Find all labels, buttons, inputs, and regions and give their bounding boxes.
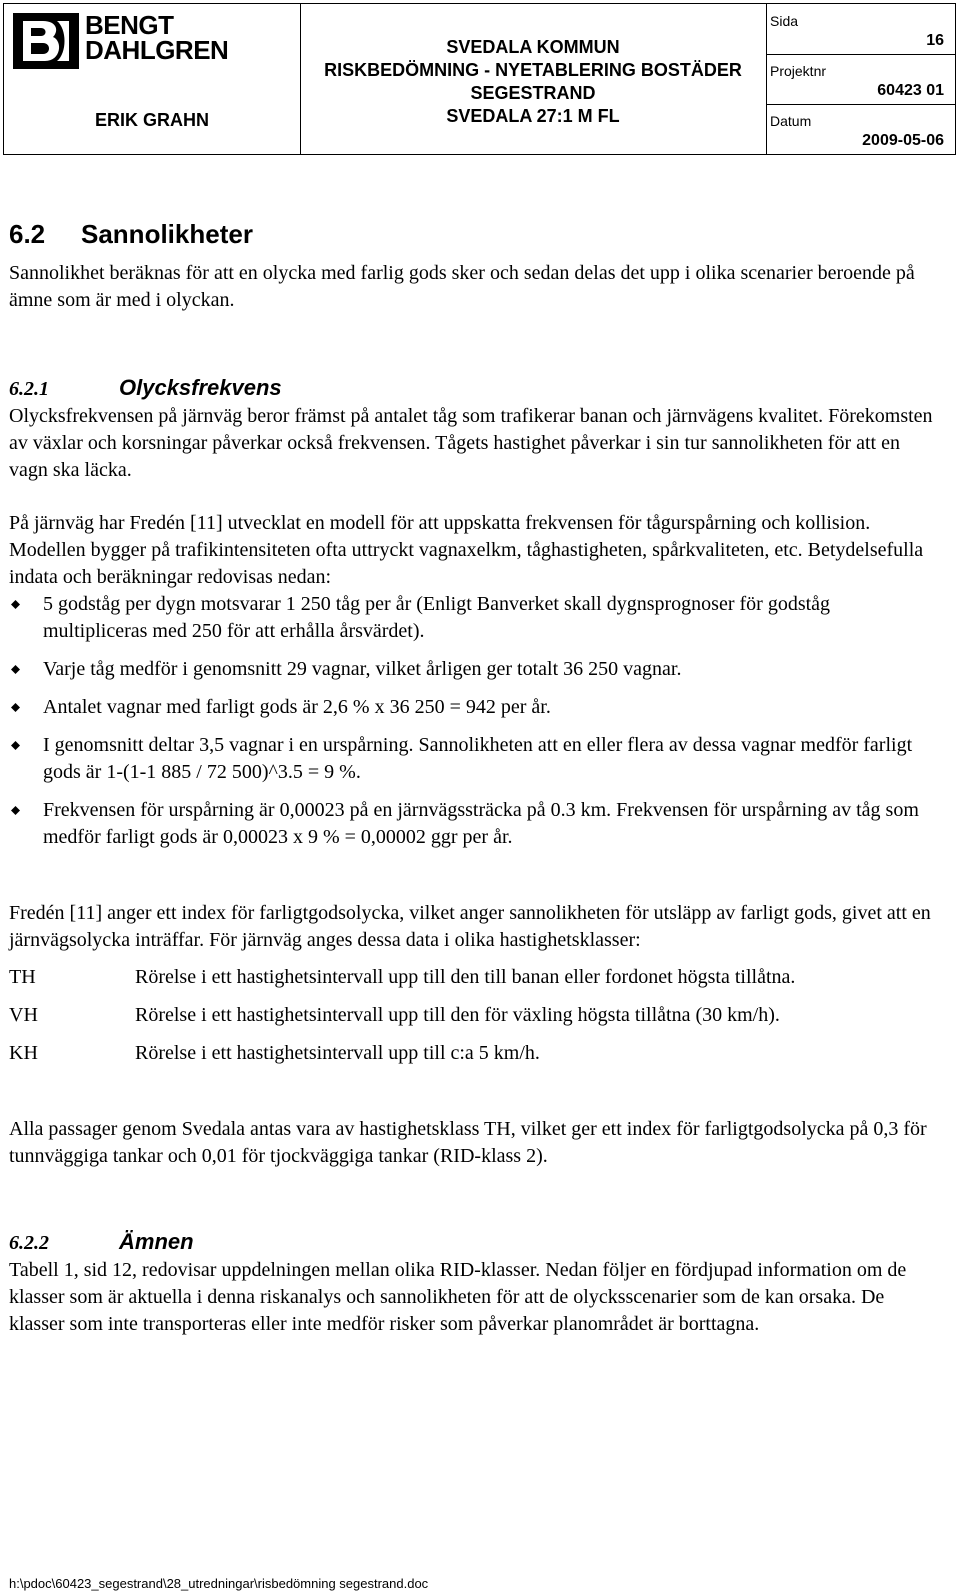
definition-row — [9, 964, 934, 991]
section-title: Sannolikheter — [81, 219, 253, 249]
list-item: Varje tåg medför i genomsnitt 29 vagnar, vilket årligen ger totalt 36 250 vagnar. — [9, 656, 934, 683]
paragraph-substances: Tabell 1, sid 12, redovisar uppdelningen mellan olika RID-klasser. Nedan följer en fördjupad information om de klasser som är aktuella i denna riskanalys och sannolikheten för att de olycksscenarier som de kan orsaka. De klasser som inte transporteras eller inte medför risker som påverkar planområdet är borttagna. — [9, 1259, 907, 1335]
header-meta-cell — [766, 4, 956, 154]
header-logo-cell — [4, 4, 301, 154]
footer-file-path: h:\pdoc\60423_segestrand\28_utredningar\risbedömning segestrand.doc — [9, 1576, 429, 1591]
definition-row — [9, 1040, 934, 1067]
definition-term: TH — [9, 966, 36, 988]
diamond-bullet-icon — [11, 665, 20, 674]
subsection-number: 6.2.2 — [9, 1232, 49, 1254]
header-title-line-4: SVEDALA 27:1 M FL — [446, 106, 620, 126]
subsection-number: 6.2.1 — [9, 378, 49, 400]
paragraph-passages: Alla passager genom Svedala antas vara av hastighetsklass TH, vilket ger ett index för farligtgodsolycka på 0,3 för tunnväggiga tankar och 0,01 för tjockväggiga tankar (RID-klass 2). — [9, 1118, 927, 1167]
section-heading-6-2 — [9, 218, 934, 250]
sida-value: 16 — [926, 32, 944, 49]
datum-label: Datum — [770, 113, 812, 129]
author-name: ERIK GRAHN — [94, 110, 209, 130]
header-title-line-2: RISKBEDÖMNING - NYETABLERING BOSTÄDER — [324, 60, 742, 80]
bullet-list — [9, 591, 934, 851]
section-heading-6-2-1 — [9, 374, 934, 403]
section-number: 6.2 — [9, 219, 46, 249]
projektnr-label: Projektnr — [770, 63, 827, 79]
projektnr-value: 60423 01 — [877, 82, 944, 99]
document-header — [3, 3, 956, 155]
meta-row-datum — [766, 104, 956, 154]
subsection-title: Olycksfrekvens — [119, 375, 282, 400]
paragraph-index: Fredén [11] anger ett index för farligtgodsolycka, vilket anger sannolikheten för utsläpp av farligt gods, givet att en järnvägsolycka inträffar. För järnväg anges dessa data i olika hastighetsklasser: — [9, 902, 931, 951]
diamond-bullet-icon — [11, 741, 20, 750]
definition-term: VH — [9, 1004, 38, 1026]
logo-line-1: BENGT — [85, 10, 174, 40]
definition-desc: Rörelse i ett hastighetsintervall upp till c:a 5 km/h. — [135, 1042, 540, 1064]
paragraph-frequency-1: Olycksfrekvensen på järnväg beror främst på antalet tåg som trafikerar banan och järnvägens kvalitet. Förekomsten av växlar och korsningar påverkar också frekvensen. Tågets hastighet påverkar i sin tur sannolikheten för att en vagn ska läcka. — [9, 405, 933, 481]
header-title-line-3: SEGESTRAND — [470, 83, 596, 103]
list-item: 5 godståg per dygn motsvarar 1 250 tåg per år (Enligt Banverket skall dygnsprognoser för godståg multipliceras med 250 för att erhålla årsvärdet). — [9, 591, 934, 645]
document-body — [9, 218, 934, 1338]
list-item: I genomsnitt deltar 3,5 vagnar i en urspårning. Sannolikheten att en eller flera av dessa vagnar medför farligt gods är 1-(1-1 885 / 72 500)^3.5 = 9 %. — [9, 732, 934, 786]
diamond-bullet-icon — [11, 600, 20, 609]
meta-row-projektnr — [766, 54, 956, 105]
diamond-bullet-icon — [11, 806, 20, 815]
header-title-line-1: SVEDALA KOMMUN — [446, 37, 620, 57]
sida-label: Sida — [770, 13, 799, 29]
definition-term: KH — [9, 1042, 38, 1064]
section-heading-6-2-2 — [9, 1228, 934, 1257]
paragraph-intro: Sannolikhet beräknas för att en olycka med farlig gods sker och sedan delas det upp i olika scenarier beroende på ämne som är med i olyckan. — [9, 262, 915, 311]
list-item: Frekvensen för urspårning är 0,00023 på en järnvägssträcka på 0.3 km. Frekvensen för urspårning av tåg som medför farligt gods är 0,00023 x 9 % = 0,00002 ggr per år. — [9, 797, 934, 851]
definition-desc: Rörelse i ett hastighetsintervall upp till den till banan eller fordonet högsta tillåtna. — [135, 966, 796, 988]
definition-row — [9, 1002, 934, 1029]
subsection-title: Ämnen — [119, 1229, 194, 1254]
definition-desc: Rörelse i ett hastighetsintervall upp till den för växling högsta tillåtna (30 km/h). — [135, 1004, 780, 1026]
meta-row-sida — [766, 4, 956, 55]
logo-mark-icon — [13, 13, 79, 69]
datum-value: 2009-05-06 — [862, 132, 944, 149]
header-title-cell — [300, 4, 767, 154]
paragraph-frequency-2: På järnväg har Fredén [11] utvecklat en modell för att uppskatta frekvensen för tågurspårning och kollision. Modellen bygger på trafikintensiteten ofta uttryckt vagnaxelkm, tåghastigheten, spårkvaliteten, etc. Betydelsefulla indata och beräkningar redovisas nedan: — [9, 512, 924, 588]
company-logo — [13, 10, 243, 71]
diamond-bullet-icon — [11, 703, 20, 712]
speed-class-definitions — [9, 964, 934, 1067]
logo-line-2: DAHLGREN — [85, 35, 229, 65]
list-item: Antalet vagnar med farligt gods är 2,6 % x 36 250 = 942 per år. — [9, 694, 934, 721]
